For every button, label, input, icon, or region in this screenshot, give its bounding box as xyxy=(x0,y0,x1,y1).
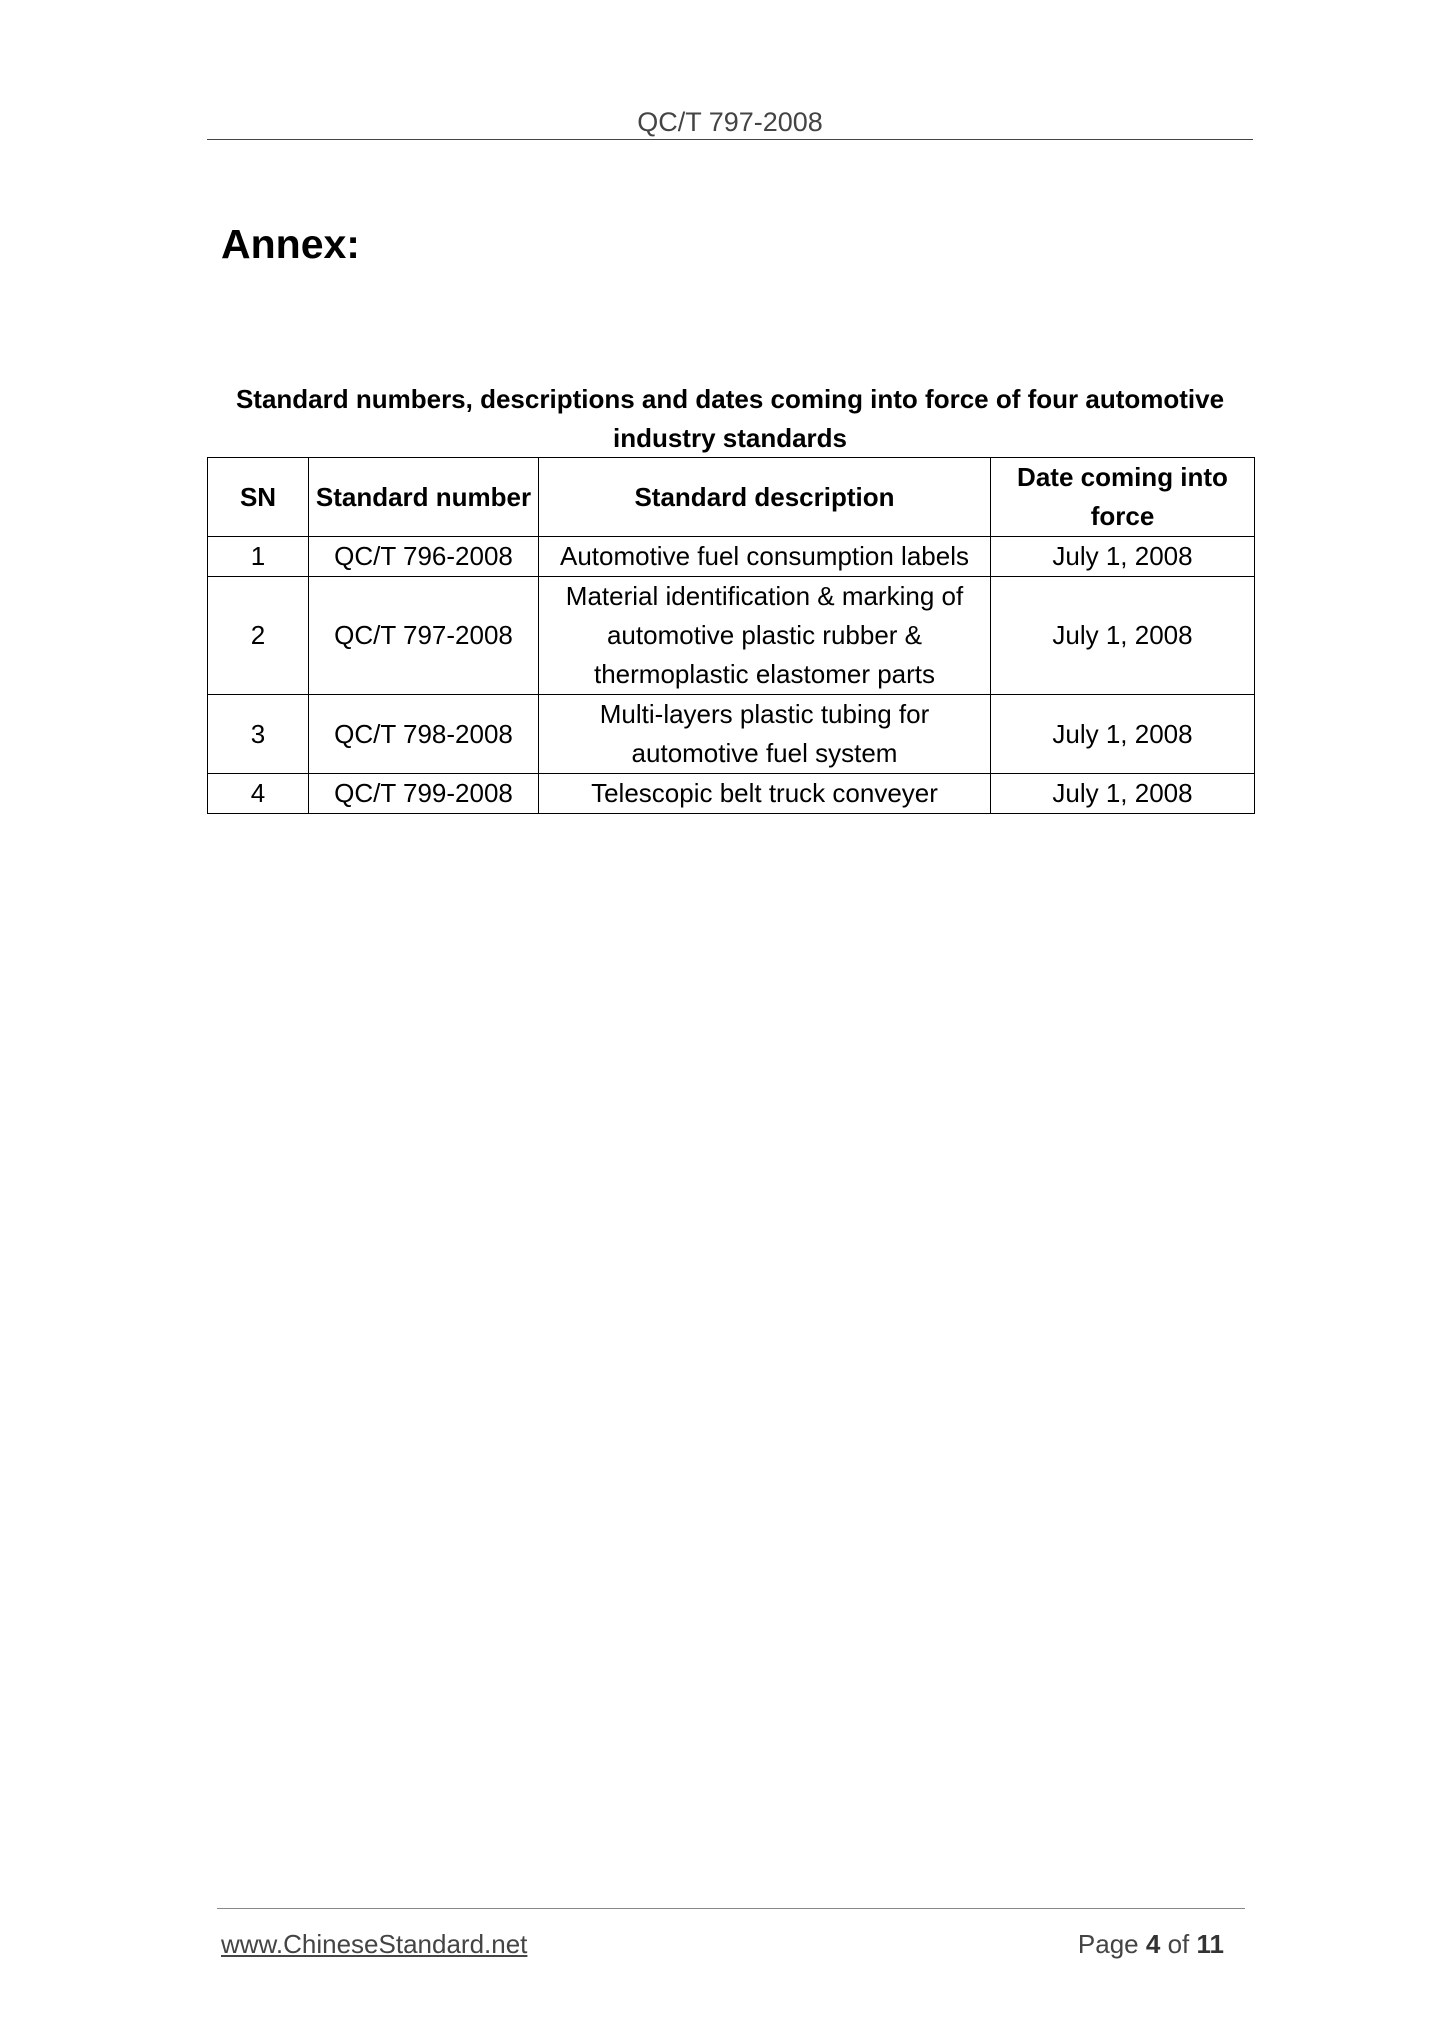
cell-description: Automotive fuel consumption labels xyxy=(539,537,991,577)
header-divider xyxy=(207,139,1253,140)
cell-standard-number: QC/T 797-2008 xyxy=(309,577,539,695)
cell-date: July 1, 2008 xyxy=(991,577,1255,695)
page-of-label: of xyxy=(1167,1929,1190,1959)
standards-table xyxy=(207,457,1255,814)
page-current: 4 xyxy=(1145,1929,1161,1959)
page-label: Page xyxy=(1077,1929,1139,1959)
cell-date: July 1, 2008 xyxy=(991,695,1255,774)
table-row xyxy=(208,537,1255,577)
header-standard-description: Standard description xyxy=(539,458,991,537)
cell-description: Telescopic belt truck conveyer xyxy=(539,774,991,814)
cell-standard-number: QC/T 796-2008 xyxy=(309,537,539,577)
page-indicator xyxy=(1078,1928,1224,1960)
cell-sn: 3 xyxy=(208,695,309,774)
cell-description: Multi-layers plastic tubing for automotive fuel system xyxy=(539,695,991,774)
website-link[interactable]: www.ChineseStandard.net xyxy=(221,1929,528,1959)
table-row xyxy=(208,695,1255,774)
header-sn: SN xyxy=(208,458,309,537)
cell-standard-number: QC/T 798-2008 xyxy=(309,695,539,774)
header-date-into-force: Date coming into force xyxy=(991,458,1255,537)
cell-standard-number: QC/T 799-2008 xyxy=(309,774,539,814)
cell-sn: 4 xyxy=(208,774,309,814)
cell-description: Material identification & marking of automotive plastic rubber & thermoplastic elastomer parts xyxy=(539,577,991,695)
table-caption: Standard numbers, descriptions and dates coming into force of four automotive industry standards xyxy=(235,384,1225,453)
cell-date: July 1, 2008 xyxy=(991,537,1255,577)
cell-sn: 1 xyxy=(208,537,309,577)
cell-date: July 1, 2008 xyxy=(991,774,1255,814)
page-header-code: QC/T 797-2008 xyxy=(637,107,823,137)
table-row xyxy=(208,577,1255,695)
header-standard-number: Standard number xyxy=(309,458,539,537)
page-total: 11 xyxy=(1196,1929,1224,1959)
annex-title: Annex: xyxy=(221,221,360,267)
table-header-row xyxy=(208,458,1255,537)
cell-sn: 2 xyxy=(208,577,309,695)
table-row xyxy=(208,774,1255,814)
footer-divider xyxy=(217,1908,1245,1909)
